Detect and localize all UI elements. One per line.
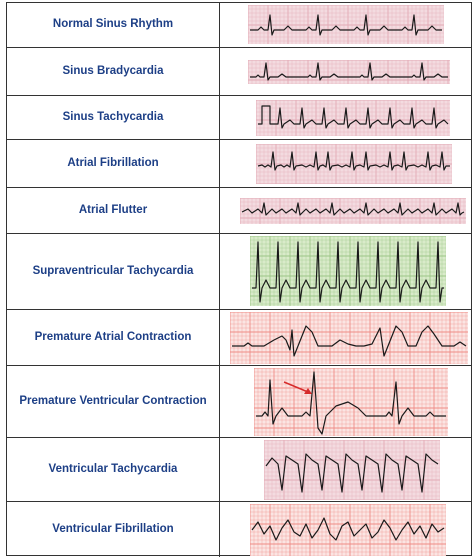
rhythm-label: Supraventricular Tachycardia bbox=[32, 264, 194, 277]
rhythm-label: Atrial Fibrillation bbox=[67, 156, 159, 169]
rhythm-label-cell bbox=[7, 96, 220, 139]
ecg-strip-cell bbox=[220, 140, 471, 187]
ecg-paper bbox=[230, 312, 468, 364]
rhythm-label: Sinus Bradycardia bbox=[62, 64, 164, 77]
rhythm-row-svt bbox=[7, 233, 471, 309]
rhythm-label-cell bbox=[7, 140, 220, 187]
rhythm-label: Ventricular Tachycardia bbox=[48, 462, 178, 475]
rhythm-label-cell bbox=[7, 234, 220, 309]
ecg-strip-cell bbox=[220, 188, 471, 233]
ecg-strip-atrial-flutter bbox=[240, 198, 466, 224]
ecg-strip-atrial-fibrillation bbox=[256, 144, 452, 184]
rhythm-label-cell bbox=[7, 438, 220, 501]
ecg-strip-sinus-bradycardia bbox=[248, 60, 450, 84]
rhythm-row-ventricular-tachycardia bbox=[7, 437, 471, 501]
ecg-strip-cell bbox=[220, 502, 471, 557]
rhythm-label-cell bbox=[7, 188, 220, 233]
rhythm-label-cell bbox=[7, 366, 220, 437]
ecg-strip-cell bbox=[220, 48, 471, 95]
ecg-paper bbox=[254, 368, 448, 436]
ecg-strip-cell bbox=[220, 310, 471, 365]
ecg-strip-cell bbox=[220, 366, 471, 437]
rhythm-label-cell bbox=[7, 310, 220, 365]
rhythm-label: Sinus Tachycardia bbox=[62, 110, 164, 123]
rhythm-row-pvc bbox=[7, 365, 471, 437]
ecg-strip-cell bbox=[220, 234, 471, 309]
ecg-paper bbox=[256, 100, 450, 136]
ecg-strip-pac bbox=[230, 312, 468, 364]
rhythm-label: Premature Ventricular Contraction bbox=[19, 394, 207, 407]
rhythm-label-cell bbox=[7, 48, 220, 95]
rhythm-row-ventricular-fibrillation bbox=[7, 501, 471, 557]
ecg-strip-normal-sinus bbox=[248, 5, 444, 44]
rhythm-row-atrial-fibrillation bbox=[7, 139, 471, 187]
rhythm-row-sinus-bradycardia bbox=[7, 47, 471, 95]
ecg-strip-cell bbox=[220, 438, 471, 501]
rhythm-label-cell bbox=[7, 502, 220, 557]
ecg-strip-cell bbox=[220, 3, 471, 47]
ecg-strip-pvc bbox=[254, 368, 448, 436]
rhythm-label-cell bbox=[7, 3, 220, 47]
rhythm-row-pac bbox=[7, 309, 471, 365]
ecg-strip-ventricular-tachycardia bbox=[264, 440, 440, 500]
ecg-strip-svt bbox=[250, 236, 446, 306]
rhythm-label: Ventricular Fibrillation bbox=[52, 522, 174, 535]
ecg-rhythm-table bbox=[6, 2, 472, 556]
rhythm-row-atrial-flutter bbox=[7, 187, 471, 233]
ecg-strip-cell bbox=[220, 96, 471, 139]
rhythm-row-normal-sinus bbox=[7, 3, 471, 47]
rhythm-label: Normal Sinus Rhythm bbox=[52, 18, 174, 31]
rhythm-label: Premature Atrial Contraction bbox=[34, 330, 192, 343]
rhythm-label: Atrial Flutter bbox=[78, 203, 148, 216]
ecg-strip-sinus-tachycardia bbox=[256, 100, 450, 136]
ecg-strip-ventricular-fibrillation bbox=[250, 504, 446, 556]
rhythm-row-sinus-tachycardia bbox=[7, 95, 471, 139]
